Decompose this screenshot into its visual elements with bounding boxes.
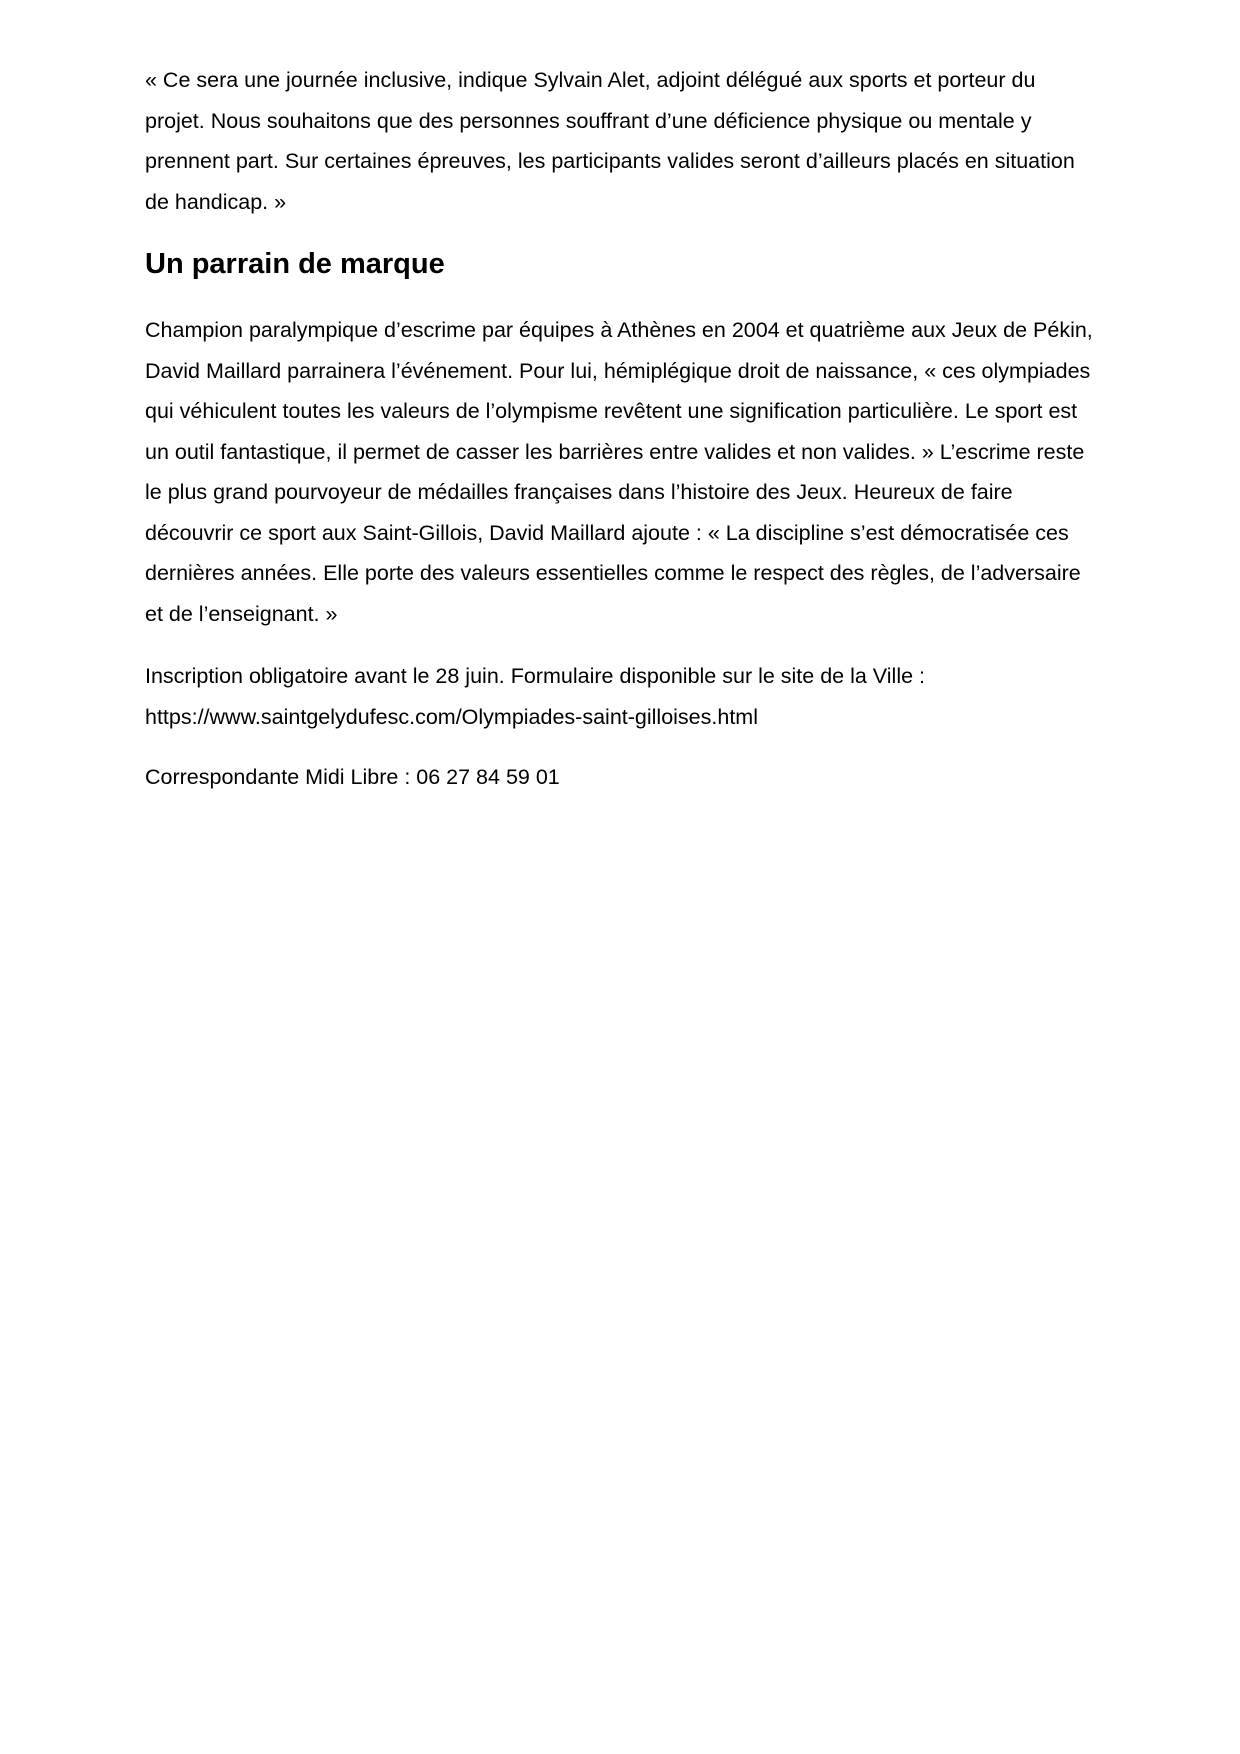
- registration-paragraph: [145, 656, 1095, 737]
- section-heading: Un parrain de marque: [145, 248, 445, 280]
- registration-link[interactable]: https://www.saintgelydufesc.com/Olympiades-saint-gilloises.html: [145, 704, 758, 729]
- body-paragraph: Champion paralympique d’escrime par équipes à Athènes en 2004 et quatrième aux Jeux de Pékin, David Maillard parrainera l’événement. Pour lui, hémiplégique droit de naissance, « ces olympiades qui véhiculent toutes les valeurs de l’olympisme revêtent une signification particulière. Le sport est un outil fantastique, il permet de casser les barrières entre valides et non valides. » L’escrime reste le plus grand pourvoyeur de médailles françaises dans l’histoire des Jeux. Heureux de faire découvrir ce sport aux Saint-Gillois, David Maillard ajoute : « La discipline s’est démocratisée ces dernières années. Elle porte des valeurs essentielles comme le respect des règles, de l’adversaire et de l’enseignant. »: [145, 318, 1093, 626]
- intro-paragraph: « Ce sera une journée inclusive, indique Sylvain Alet, adjoint délégué aux sports et porteur du projet. Nous souhaitons que des personnes souffrant d’une déficience physique ou mentale y prennent part. Sur certaines épreuves, les participants valides seront d’ailleurs placés en situation de handicap. »: [145, 68, 1075, 214]
- article-page: [145, 60, 1095, 798]
- contact-line: Correspondante Midi Libre : 06 27 84 59 01: [145, 765, 560, 789]
- registration-text: Inscription obligatoire avant le 28 juin. Formulaire disponible sur le site de la Ville :: [145, 664, 925, 688]
